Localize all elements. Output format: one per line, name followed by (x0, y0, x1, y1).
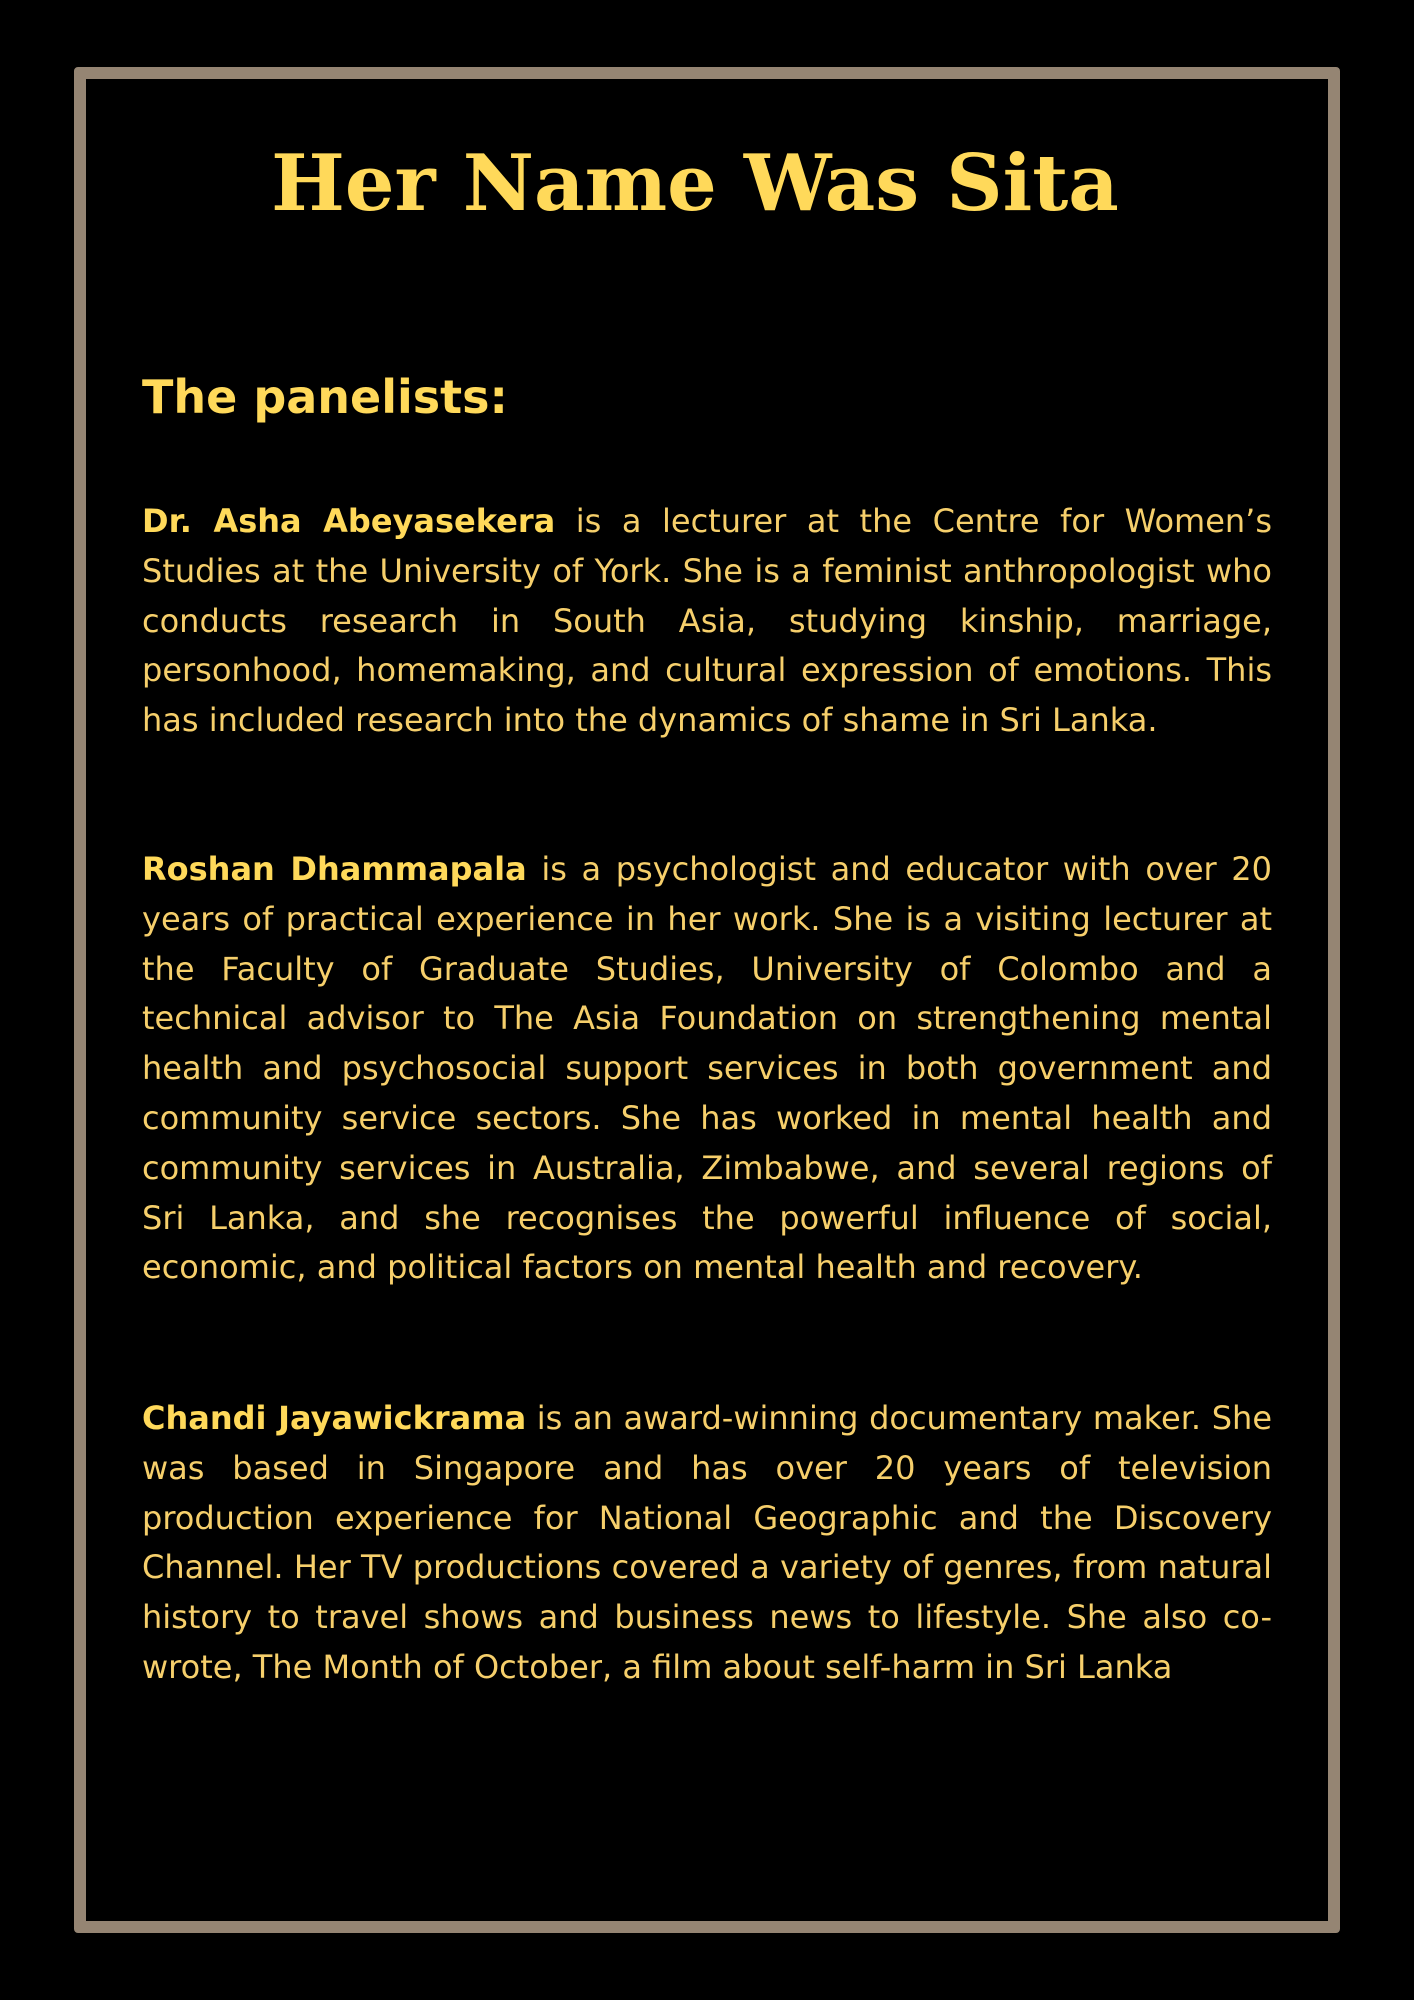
panelist-description: is a psychologist and educator with over 20 years of practical experience in her work. She is a visiting lecturer at the Faculty of Graduate Studies, University of Colombo and a technical advisor to The Asia Foundation on strengthening mental health and psychosocial support services in both government and community service sectors. She has worked in mental health and community services in Australia, Zimbabwe, and several regions of Sri Lanka, and she recognises the powerful influence of social, economic, and political factors on mental health and recovery. (142, 850, 1273, 1287)
section-heading: The panelists: (142, 370, 508, 424)
panelist-name: Chandi Jayawickrama (142, 1399, 527, 1437)
panelist-description: is a lecturer at the Centre for Women’s Studies at the University of York. She is a feminist anthropologist who conducts research in South Asia, studying kinship, marriage, personhood, homemaking, and cultural expression of emotions. This has included research into the dynamics of shame in Sri Lanka. (142, 502, 1272, 740)
panelist-name: Dr. Asha Abeyasekera (142, 502, 556, 540)
panelist-bio (142, 845, 1272, 1293)
page-title: Her Name Was Sita (271, 138, 1119, 229)
panelist-bio (142, 1394, 1272, 1693)
panelist-description: is an award-winning documentary maker. She was based in Singapore and has over 20 years of television production experience for National Geographic and the Discovery Channel. Her TV productions covered a variety of genres, from natural history to travel shows and business news to lifestyle. She also co-wrote, The Month of October, a film about self-harm in Sri Lanka (142, 1399, 1273, 1686)
panelist-name: Roshan Dhammapala (142, 850, 527, 888)
panelist-bio (142, 497, 1272, 746)
